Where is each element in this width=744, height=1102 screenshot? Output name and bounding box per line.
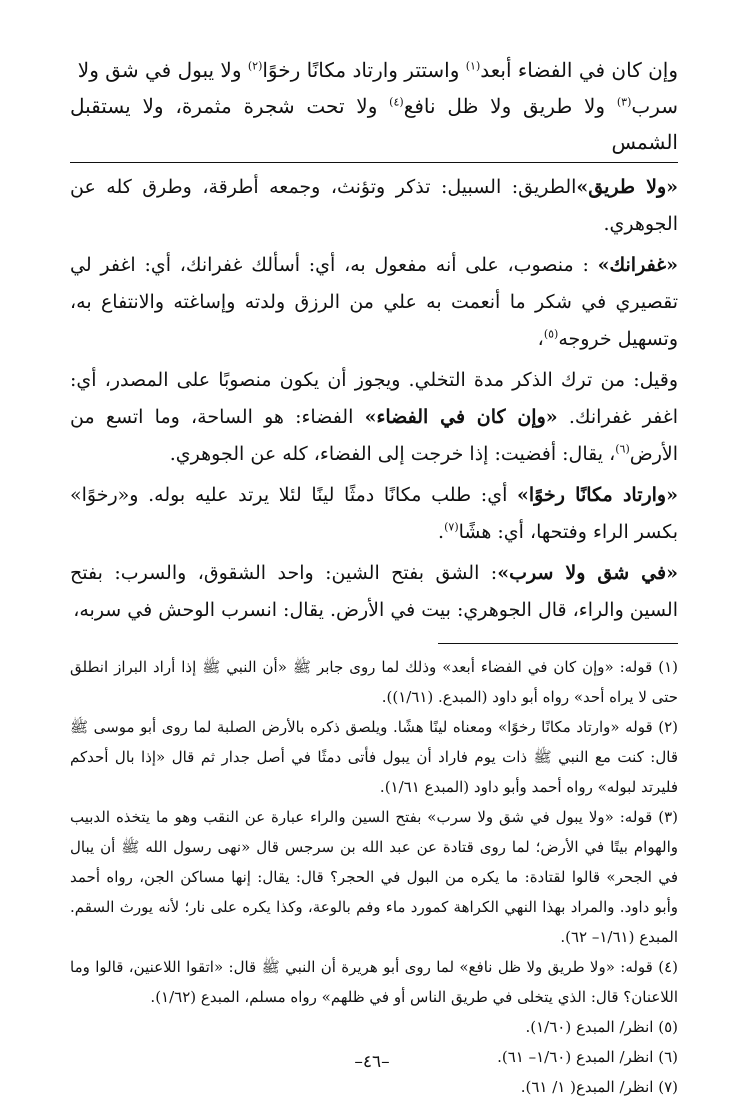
commentary-body: : منصوب، على أنه مفعول به، أي: أسألك غفرانك، أي: اغفر لي تقصيري في شكر ما أنعمت به علي من الرزق ولدته وإساغته والانتفاع به، وتسهيل خروجه <box>70 254 678 350</box>
footnote-3: (٣) قوله: «ولا يبول في شق ولا سرب» بفتح السين والراء عبارة عن النقب وهو ما يتخذه الدبيب والهوام بيتًا في الأرض؛ لما روى قتادة عن عبد الله بن سرجس قال «نهى رسول الله ﷺ أن يبال في الجحر» قالوا لقتادة: ما يكره من البول في الحجر؟ قال: يقال: إنها مساكن الجن، رواه أحمد وأبو داود. والمراد بهذا النهي الكراهة كمورد ماء وفم بالوعة، وكذا يكره على نار؛ لأنه يورث السقم. المبدع (١/٦١– ٦٢). <box>70 808 678 946</box>
footnote-ref[interactable]: (١) <box>465 59 481 73</box>
commentary-paragraph <box>70 169 678 243</box>
commentary-body: وقيل: من ترك الذكر مدة التخلي. ويجوز أن يكون منصوبًا على المصدر، أي: اغفر غفرانك. <box>70 369 678 428</box>
matn-segment: سرب <box>631 94 679 118</box>
commentary-paragraph <box>70 362 678 473</box>
footnote-separator <box>438 643 678 644</box>
footnote-5: (٥) انظر/ المبدع (١/٦٠). <box>525 1018 678 1036</box>
commentary-body: الفضاء: هو الساحة، وما اتسع من الأرض <box>70 406 678 465</box>
footnotes <box>70 652 678 1102</box>
footnote-ref[interactable]: (٢) <box>247 59 263 73</box>
commentary-term: «ولا طريق» <box>576 176 678 198</box>
footnote-6: (٦) انظر/ المبدع (١/٦٠– ٦١). <box>497 1048 678 1066</box>
commentary-body: . <box>438 521 445 543</box>
commentary-body: ، <box>537 328 544 350</box>
commentary-term: «في شق ولا سرب» <box>497 562 678 584</box>
sharh-text <box>70 169 678 629</box>
footnote-ref[interactable]: (٣) <box>616 95 632 109</box>
commentary-body: ، يقال: أفضيت: إذا خرجت إلى الفضاء، كله عن الجوهري. <box>169 443 616 465</box>
commentary-body: الطريق: السبيل: تذكر وتؤنث، وجمعه أطرقة، وطرق كله عن الجوهري. <box>70 176 678 235</box>
footnote-ref[interactable]: (٤) <box>389 95 404 109</box>
commentary-paragraph <box>70 477 678 551</box>
footnote-ref[interactable]: (٥) <box>543 327 559 341</box>
footnote-4: (٤) قوله: «ولا طريق ولا ظل نافع» لما روى أبو هريرة أن النبي ﷺ قال: «اتقوا اللاعنين، قالوا وما اللاعنان؟ قال: الذي يتخلى في طريق الناس أو في ظلهم» رواه مسلم، المبدع (١/٦٢). <box>70 958 678 1006</box>
matn-segment: وإن كان في الفضاء أبعد <box>480 58 678 82</box>
footnote-ref[interactable]: (٦) <box>615 442 630 456</box>
page-number: –٤٦– <box>354 1052 390 1072</box>
footnote-7: (٧) انظر/ المبدع( ١/ ٦١). <box>520 1078 678 1096</box>
matn-segment: واستتر وارتاد مكانًا رخوًا <box>262 58 466 82</box>
matn-line-1 <box>70 52 678 88</box>
matn-segment: ولا يبول في شق ولا <box>77 58 248 82</box>
matn-segment: ولا طريق ولا ظل نافع <box>403 94 617 118</box>
commentary-body: أي: طلب مكانًا دمثًا لينًا لئلا يرتد عليه بوله. و«رخوًا» بكسر الراء وفتحها، أي: هشًا <box>70 484 678 543</box>
footnote-2: (٢) قوله «وارتاد مكانًا رخوًا» ومعناه لينًا هشًا. ويلصق ذكره بالأرض الصلبة لما روى أبو موسى ﷺ قال: كنت مع النبي ﷺ ذات يوم فاراد أن يبول فأتى دمثًا في أصل جدار ثم قال «إذا بال أحدكم فليرتد لبوله» رواه أحمد وأبو داود (المبدع ١/٦١). <box>70 718 678 796</box>
matn-segment: ولا تحت شجرة مثمرة، ولا يستقبل الشمس <box>70 94 678 154</box>
matn-line-2 <box>70 88 678 163</box>
matn-text <box>70 52 678 163</box>
page-content <box>70 52 678 1102</box>
commentary-term: «غفرانك» <box>597 254 678 276</box>
footnote-ref[interactable]: (٧) <box>444 520 459 534</box>
commentary-term: «وإن كان في الفضاء» <box>364 406 558 428</box>
commentary-paragraph <box>70 247 678 358</box>
commentary-paragraph <box>70 555 678 629</box>
footnote-1: (١) قوله: «وإن كان في الفضاء أبعد» وذلك لما روى جابر ﷺ «أن النبي ﷺ إذا أراد البراز انطلق حتى لا يراه أحد» رواه أبو داود (المبدع. (١/٦١)). <box>70 658 678 706</box>
commentary-term: «وارتاد مكانًا رخوًا» <box>517 484 678 506</box>
commentary-body: : الشق بفتح الشين: واحد الشقوق، والسرب: بفتح السين والراء، قال الجوهري: بيت في الأرض. يقال: انسرب الوحش في سربه، <box>70 562 678 621</box>
